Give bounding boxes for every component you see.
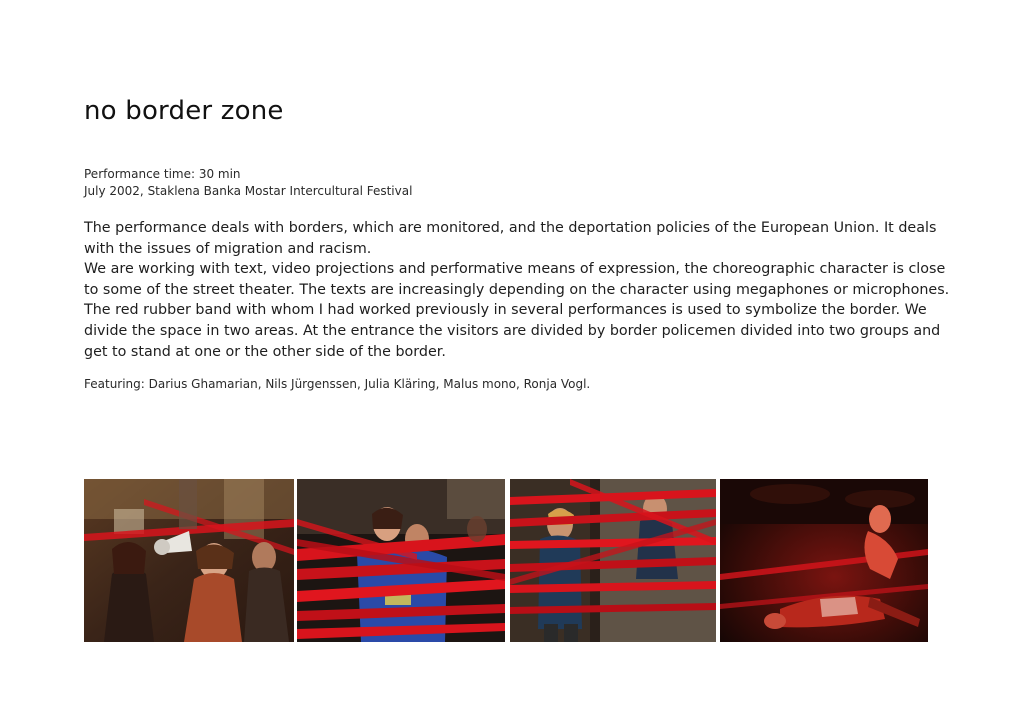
performance-photo-bands-blue-shirt <box>297 479 505 642</box>
date-venue: July 2002, Staklena Banka Mostar Intercultural Festival <box>84 184 413 198</box>
featuring-credits: Featuring: Darius Ghamarian, Nils Jürgenssen, Julia Kläring, Malus mono, Ronja Vogl. <box>84 377 591 391</box>
performance-time: Performance time: 30 min <box>84 167 241 181</box>
page-title: no border zone <box>84 96 284 126</box>
description-paragraph-1: The performance deals with borders, which are monitored, and the deportation policies of the European Union. It deals with the issues of migration and racism. <box>84 220 937 257</box>
performance-photo-red-floor <box>720 479 928 642</box>
performance-photo-bands-wall <box>510 479 716 642</box>
description-paragraph-2: We are working with text, video projections and performative means of expression, the choreographic character is close to some of the street theater. The texts are increasingly depending on the character using megaphones or microphones. The red rubber band with whom I had worked previously in several performances is used to symbolize the border. We divide the space in two areas. At the entrance the visitors are divided by border policemen divided into two groups and get to stand at one or the other side of the border. <box>84 261 950 360</box>
description <box>84 218 954 362</box>
performance-photo-megaphone <box>84 479 294 642</box>
performance-meta <box>84 166 412 200</box>
